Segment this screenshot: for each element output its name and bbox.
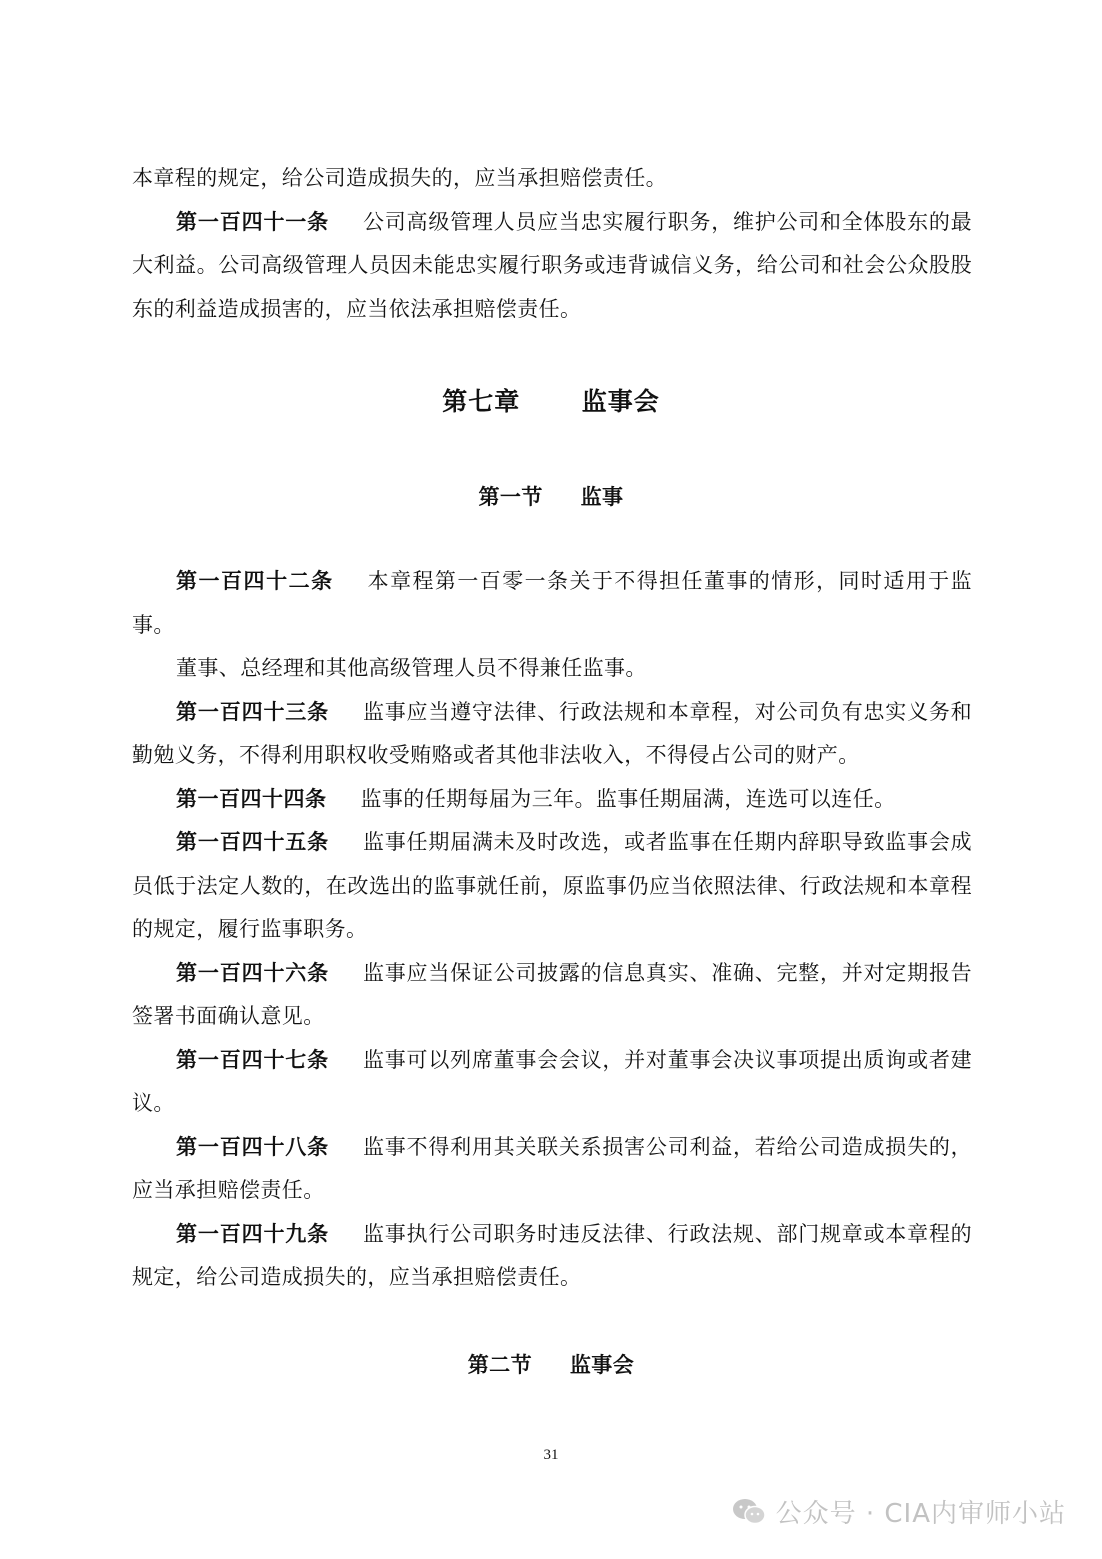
wechat-icon	[732, 1497, 766, 1527]
article-141-label: 第一百四十一条	[176, 209, 330, 234]
watermark	[732, 1493, 1066, 1530]
article-146-label: 第一百四十六条	[176, 960, 330, 985]
article-142-text: 本章程第一百零一条关于不得担任董事的情形，同时适用于监事。	[132, 569, 972, 637]
article-147-text: 监事可以列席董事会会议，并对董事会决议事项提出质询或者建议。	[132, 1047, 972, 1115]
section-1-number: 第一节	[478, 485, 543, 509]
article-145-label: 第一百四十五条	[176, 830, 330, 854]
chapter-name: 监事会	[581, 387, 660, 416]
chapter-title	[0, 382, 1102, 418]
section-2-name: 监事会	[569, 1353, 635, 1377]
article-145-text: 监事任期届满未及时改选，或者监事在任期内辞职导致监事会成员低于法定人数的，在改选出的监事就任前，原监事仍应当依照法律、行政法规和本章程的规定，履行监事职务。	[132, 830, 972, 941]
article-141-text: 公司高级管理人员应当忠实履行职务，维护公司和全体股东的最大利益。公司高级管理人员因未能忠实履行职务或违背诚信义务，给公司和社会公众股股东的利益造成损害的，应当依法承担赔偿责任。	[132, 209, 972, 321]
article-149-text: 监事执行公司职务时违反法律、行政法规、部门规章或本章程的规定，给公司造成损失的，应当承担赔偿责任。	[132, 1221, 972, 1289]
article-147	[132, 1039, 972, 1126]
article-146	[132, 952, 972, 1039]
article-146-text: 监事应当保证公司披露的信息真实、准确、完整，并对定期报告签署书面确认意见。	[132, 960, 972, 1028]
article-145	[132, 821, 972, 952]
article-149	[132, 1213, 972, 1300]
article-143	[132, 691, 972, 778]
article-147-label: 第一百四十七条	[176, 1047, 330, 1072]
article-144-label: 第一百四十四条	[176, 786, 327, 811]
article-148-text: 监事不得利用其关联关系损害公司利益，若给公司造成损失的，应当承担赔偿责任。	[132, 1134, 972, 1202]
article-144	[132, 778, 972, 822]
article-142	[132, 560, 972, 647]
article-149-label: 第一百四十九条	[176, 1221, 330, 1246]
article-143-text: 监事应当遵守法律、行政法规和本章程，对公司负有忠实义务和勤勉义务，不得利用职权收受贿赂或者其他非法收入，不得侵占公司的财产。	[132, 699, 972, 767]
section-1-name: 监事	[580, 485, 624, 509]
article-148-label: 第一百四十八条	[176, 1134, 330, 1159]
section-1-body	[132, 560, 972, 1300]
page-number: 31	[543, 1447, 559, 1463]
article-143-label: 第一百四十三条	[176, 699, 330, 724]
section-2-number: 第二节	[467, 1353, 533, 1377]
article-141	[132, 201, 972, 332]
chapter-number: 第七章	[442, 387, 521, 416]
top-text-block	[132, 157, 972, 331]
continuation-paragraph: 本章程的规定，给公司造成损失的，应当承担赔偿责任。	[132, 166, 667, 190]
watermark-text: 公众号 · CIA内审师小站	[775, 1499, 1066, 1529]
article-144-text: 监事的任期每届为三年。监事任期届满，连选可以连任。	[360, 786, 896, 811]
article-148	[132, 1126, 972, 1213]
article-142-paragraph-2: 董事、总经理和其他高级管理人员不得兼任监事。	[176, 656, 647, 680]
section-1-title	[0, 481, 1102, 511]
article-142-label: 第一百四十二条	[176, 569, 334, 593]
section-2-title	[0, 1349, 1102, 1379]
